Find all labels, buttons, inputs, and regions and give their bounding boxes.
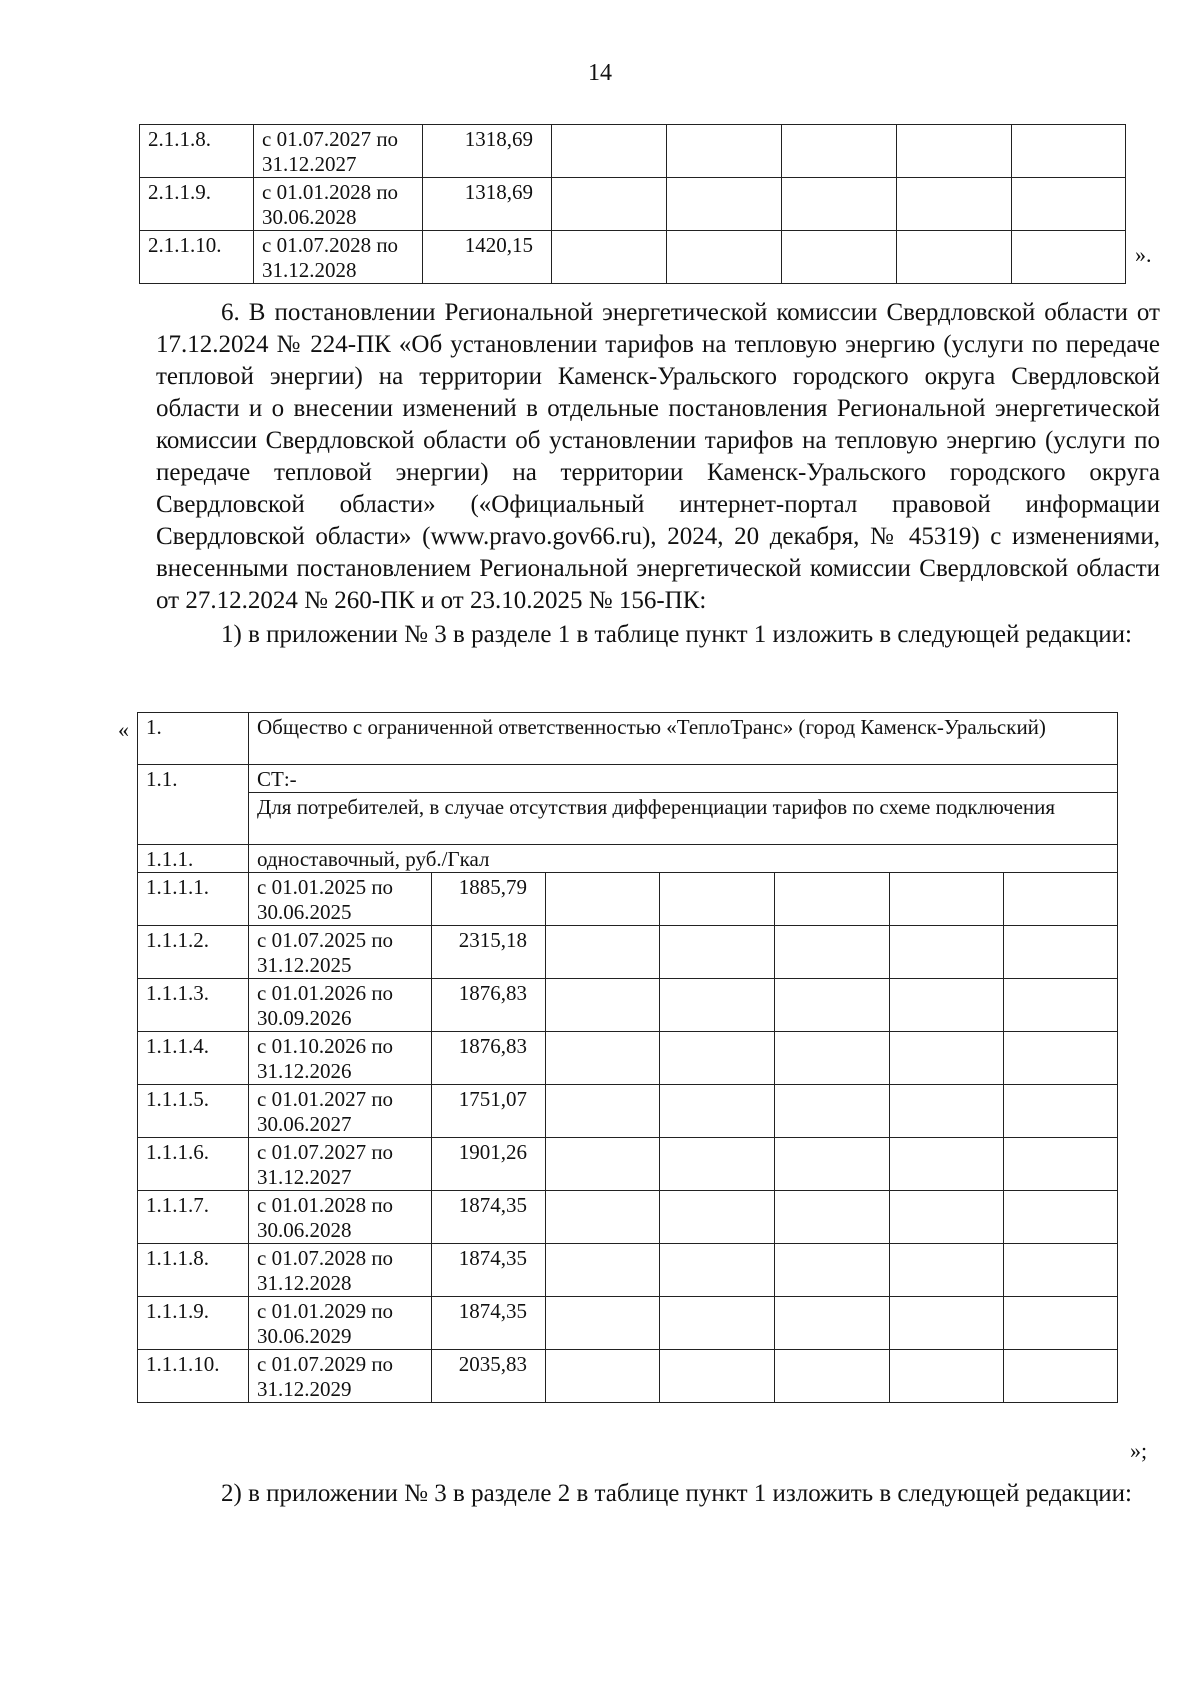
table-row: [138, 1244, 1118, 1297]
row-period: с 01.07.2028 по 31.12.2028: [254, 231, 423, 284]
empty-cell: [782, 231, 897, 284]
empty-cell: [890, 1032, 1004, 1085]
row-number: 1.1.1.1.: [138, 873, 249, 926]
empty-cell: [546, 1191, 660, 1244]
empty-cell: [667, 178, 782, 231]
row-period: с 01.07.2025 по 31.12.2025: [249, 926, 432, 979]
empty-cell: [546, 926, 660, 979]
table-row: [140, 231, 1126, 284]
row-value: 1874,35: [432, 1297, 546, 1350]
empty-cell: [552, 178, 667, 231]
tariff-table-teplotrans: [137, 712, 1118, 1403]
row-period: с 01.10.2026 по 31.12.2026: [249, 1032, 432, 1085]
row-value: 2035,83: [432, 1350, 546, 1403]
empty-cell: [890, 979, 1004, 1032]
row-number: 1.1.1.7.: [138, 1191, 249, 1244]
row-period: с 01.01.2028 по 30.06.2028: [254, 178, 423, 231]
empty-cell: [1012, 231, 1126, 284]
row-value: 1751,07: [432, 1085, 546, 1138]
empty-cell: [897, 231, 1012, 284]
row-period: с 01.01.2027 по 30.06.2027: [249, 1085, 432, 1138]
empty-cell: [660, 926, 775, 979]
empty-cell: [775, 926, 890, 979]
table-row: [138, 1191, 1118, 1244]
row-period: с 01.07.2027 по 31.12.2027: [249, 1138, 432, 1191]
empty-cell: [1004, 1297, 1118, 1350]
row-number: 2.1.1.8.: [140, 125, 254, 178]
empty-cell: [1004, 1244, 1118, 1297]
empty-cell: [667, 125, 782, 178]
table-row: [138, 1297, 1118, 1350]
row-value: 1901,26: [432, 1138, 546, 1191]
row-value: 1318,69: [423, 178, 552, 231]
org-name: Общество с ограниченной ответственностью «ТеплоТранс» (город Каменск-Уральский): [249, 713, 1118, 765]
empty-cell: [1004, 1032, 1118, 1085]
empty-cell: [775, 1350, 890, 1403]
org-row: [138, 713, 1118, 765]
row-number: 1.1.1.4.: [138, 1032, 249, 1085]
empty-cell: [1004, 1138, 1118, 1191]
row-number: 1.1.1.2.: [138, 926, 249, 979]
row-value: 1885,79: [432, 873, 546, 926]
empty-cell: [1004, 1191, 1118, 1244]
row-number: 1.1.1.6.: [138, 1138, 249, 1191]
table-row: [138, 979, 1118, 1032]
row-period: с 01.01.2029 по 30.06.2029: [249, 1297, 432, 1350]
rate-label: одноставочный, руб./Гкал: [249, 845, 1118, 873]
empty-cell: [546, 979, 660, 1032]
empty-cell: [1012, 178, 1126, 231]
section-6-item-2: 2) в приложении № 3 в разделе 2 в таблице пункт 1 изложить в следующей редакции:: [221, 1480, 1132, 1507]
closing-quote-table2: »;: [1130, 1438, 1148, 1463]
empty-cell: [1004, 873, 1118, 926]
empty-cell: [890, 1191, 1004, 1244]
empty-cell: [660, 979, 775, 1032]
row-value: 1874,35: [432, 1244, 546, 1297]
table-row: [138, 873, 1118, 926]
table-row: [140, 125, 1126, 178]
closing-quote-table1: ».: [1135, 242, 1152, 267]
table-row: [140, 178, 1126, 231]
empty-cell: [546, 1350, 660, 1403]
empty-cell: [775, 1297, 890, 1350]
empty-cell: [1012, 125, 1126, 178]
empty-cell: [660, 1297, 775, 1350]
empty-cell: [1004, 1350, 1118, 1403]
st-row: [138, 765, 1118, 793]
org-number: 1.: [138, 713, 249, 765]
row-value: 1876,83: [432, 1032, 546, 1085]
row-number: 1.1.1.5.: [138, 1085, 249, 1138]
empty-cell: [897, 125, 1012, 178]
row-period: с 01.07.2028 по 31.12.2028: [249, 1244, 432, 1297]
row-period: с 01.07.2029 по 31.12.2029: [249, 1350, 432, 1403]
empty-cell: [1004, 1085, 1118, 1138]
table-row: [138, 926, 1118, 979]
row-period: с 01.01.2025 по 30.06.2025: [249, 873, 432, 926]
empty-cell: [660, 1191, 775, 1244]
empty-cell: [1004, 926, 1118, 979]
row-period: с 01.01.2026 по 30.09.2026: [249, 979, 432, 1032]
empty-cell: [775, 979, 890, 1032]
empty-cell: [775, 1085, 890, 1138]
table-row: [138, 1138, 1118, 1191]
empty-cell: [890, 1138, 1004, 1191]
table-row: [138, 1350, 1118, 1403]
empty-cell: [546, 1032, 660, 1085]
empty-cell: [660, 1244, 775, 1297]
page-number: 14: [588, 60, 612, 86]
row-value: 1874,35: [432, 1191, 546, 1244]
empty-cell: [667, 231, 782, 284]
empty-cell: [775, 1244, 890, 1297]
row-value: 1318,69: [423, 125, 552, 178]
row-number: 1.1.1.10.: [138, 1350, 249, 1403]
section-6-item-1: 1) в приложении № 3 в разделе 1 в таблице пункт 1 изложить в следующей редакции:: [221, 621, 1132, 648]
section-6-text: 6. В постановлении Региональной энергетической комиссии Свердловской области от 17.12.2024 № 224-ПК «Об установлении тарифов на тепловую энергию (услуги по передаче тепловой энергии) на территории Каменск-Уральского городского округа Свердловской области и о внесении изменений в отдельные постановления Региональной энергетической комиссии Свердловской области об установлении тарифов на тепловую энергию (услуги по передаче тепловой энергии) на территории Каменск-Уральского городского округа Свердловской области» («Официальный интернет-портал правовой информации Свердловской области» (www.pravo.gov66.ru), 2024, 20 декабря, № 45319) с изменениями, внесенными постановлением Региональной энергетической комиссии Свердловской области от 27.12.2024 № 260-ПК и от 23.10.2025 № 156-ПК:: [156, 299, 1160, 614]
empty-cell: [890, 1085, 1004, 1138]
opening-quote-table2: «: [118, 717, 129, 742]
empty-cell: [546, 873, 660, 926]
empty-cell: [890, 926, 1004, 979]
row-number: 1.1.1.3.: [138, 979, 249, 1032]
empty-cell: [546, 1297, 660, 1350]
empty-cell: [775, 1138, 890, 1191]
row-number: 2.1.1.9.: [140, 178, 254, 231]
rate-row: [138, 845, 1118, 873]
section-6-item-2-block: [156, 1478, 1160, 1510]
table-row: [138, 1032, 1118, 1085]
row-number: 1.1.1.9.: [138, 1297, 249, 1350]
empty-cell: [890, 873, 1004, 926]
empty-cell: [546, 1085, 660, 1138]
empty-cell: [782, 125, 897, 178]
section-6: [156, 297, 1160, 651]
empty-cell: [782, 178, 897, 231]
row-value: 1876,83: [432, 979, 546, 1032]
row-number: 1.1.1.8.: [138, 1244, 249, 1297]
empty-cell: [660, 1138, 775, 1191]
empty-cell: [660, 1032, 775, 1085]
empty-cell: [890, 1244, 1004, 1297]
row-period: с 01.01.2028 по 30.06.2028: [249, 1191, 432, 1244]
st-label: СТ:-: [249, 765, 1118, 793]
row-value: 2315,18: [432, 926, 546, 979]
empty-cell: [1004, 979, 1118, 1032]
empty-cell: [546, 1138, 660, 1191]
empty-cell: [546, 1244, 660, 1297]
empty-cell: [660, 1085, 775, 1138]
row-value: 1420,15: [423, 231, 552, 284]
table-row: [138, 1085, 1118, 1138]
empty-cell: [775, 873, 890, 926]
rate-number: 1.1.1.: [138, 845, 249, 873]
consumers-label: Для потребителей, в случае отсутствия дифференциации тарифов по схеме подключения: [249, 793, 1118, 845]
empty-cell: [890, 1350, 1004, 1403]
row-period: с 01.07.2027 по 31.12.2027: [254, 125, 423, 178]
empty-cell: [890, 1297, 1004, 1350]
consumers-row: [138, 793, 1118, 845]
empty-cell: [552, 231, 667, 284]
empty-cell: [775, 1191, 890, 1244]
empty-cell: [660, 873, 775, 926]
tariff-table-continuation: [139, 124, 1126, 284]
empty-cell: [552, 125, 667, 178]
st-number: 1.1.: [138, 765, 249, 845]
empty-cell: [775, 1032, 890, 1085]
empty-cell: [660, 1350, 775, 1403]
row-number: 2.1.1.10.: [140, 231, 254, 284]
empty-cell: [897, 178, 1012, 231]
